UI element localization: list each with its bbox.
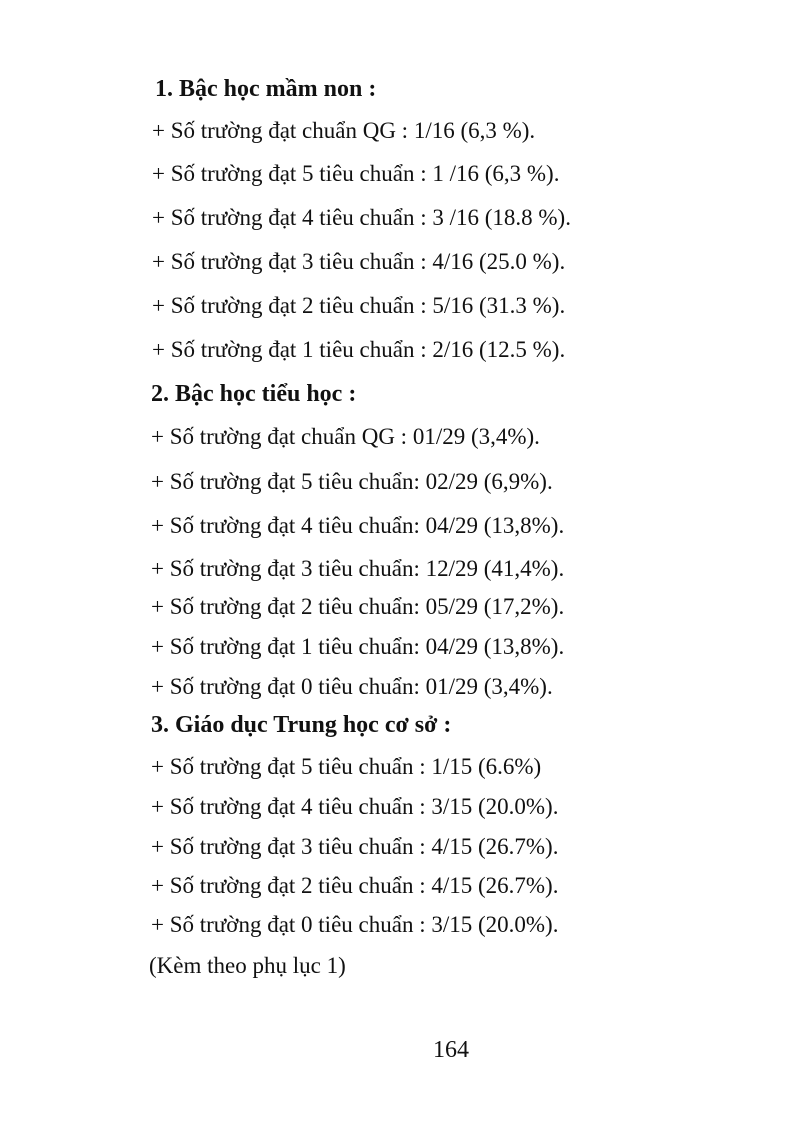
list-item: + Số trường đạt 5 tiêu chuẩn: 02/29 (6,9%).	[151, 469, 553, 494]
list-item: + Số trường đạt 0 tiêu chuẩn : 3/15 (20.0%).	[151, 912, 559, 937]
list-item: + Số trường đạt 0 tiêu chuẩn: 01/29 (3,4%).	[151, 674, 553, 699]
list-item: + Số trường đạt 1 tiêu chuẩn : 2/16 (12.5 %).	[152, 337, 566, 362]
list-item: + Số trường đạt 4 tiêu chuẩn : 3/15 (20.0%).	[151, 794, 559, 819]
list-item: + Số trường đạt 3 tiêu chuẩn : 4/16 (25.0 %).	[152, 249, 566, 274]
list-item: + Số trường đạt 1 tiêu chuẩn: 04/29 (13,8%).	[151, 634, 565, 659]
section-heading-preschool: 1. Bậc học mầm non :	[155, 76, 377, 102]
list-item: + Số trường đạt 5 tiêu chuẩn : 1/15 (6.6%)	[151, 754, 542, 779]
list-item: + Số trường đạt 2 tiêu chuẩn: 05/29 (17,2%).	[151, 594, 565, 619]
list-item: + Số trường đạt 2 tiêu chuẩn : 4/15 (26.7%).	[151, 873, 559, 898]
list-item: + Số trường đạt 2 tiêu chuẩn : 5/16 (31.3 %).	[152, 293, 566, 318]
list-item: + Số trường đạt 3 tiêu chuẩn : 4/15 (26.7%).	[151, 834, 559, 859]
page-number: 164	[433, 1037, 469, 1063]
list-item: + Số trường đạt chuẩn QG : 01/29 (3,4%).	[151, 424, 540, 449]
list-item: + Số trường đạt 5 tiêu chuẩn : 1 /16 (6,3 %).	[152, 161, 560, 186]
list-item: + Số trường đạt chuẩn QG : 1/16 (6,3 %).	[152, 118, 536, 143]
section-heading-primary: 2. Bậc học tiểu học :	[151, 381, 357, 407]
section-heading-lower-secondary: 3. Giáo dục Trung học cơ sở :	[151, 712, 452, 738]
list-item: + Số trường đạt 4 tiêu chuẩn : 3 /16 (18.8 %).	[152, 205, 571, 230]
appendix-note: (Kèm theo phụ lục 1)	[149, 953, 346, 978]
list-item: + Số trường đạt 3 tiêu chuẩn: 12/29 (41,4%).	[151, 556, 565, 581]
list-item: + Số trường đạt 4 tiêu chuẩn: 04/29 (13,8%).	[151, 513, 565, 538]
